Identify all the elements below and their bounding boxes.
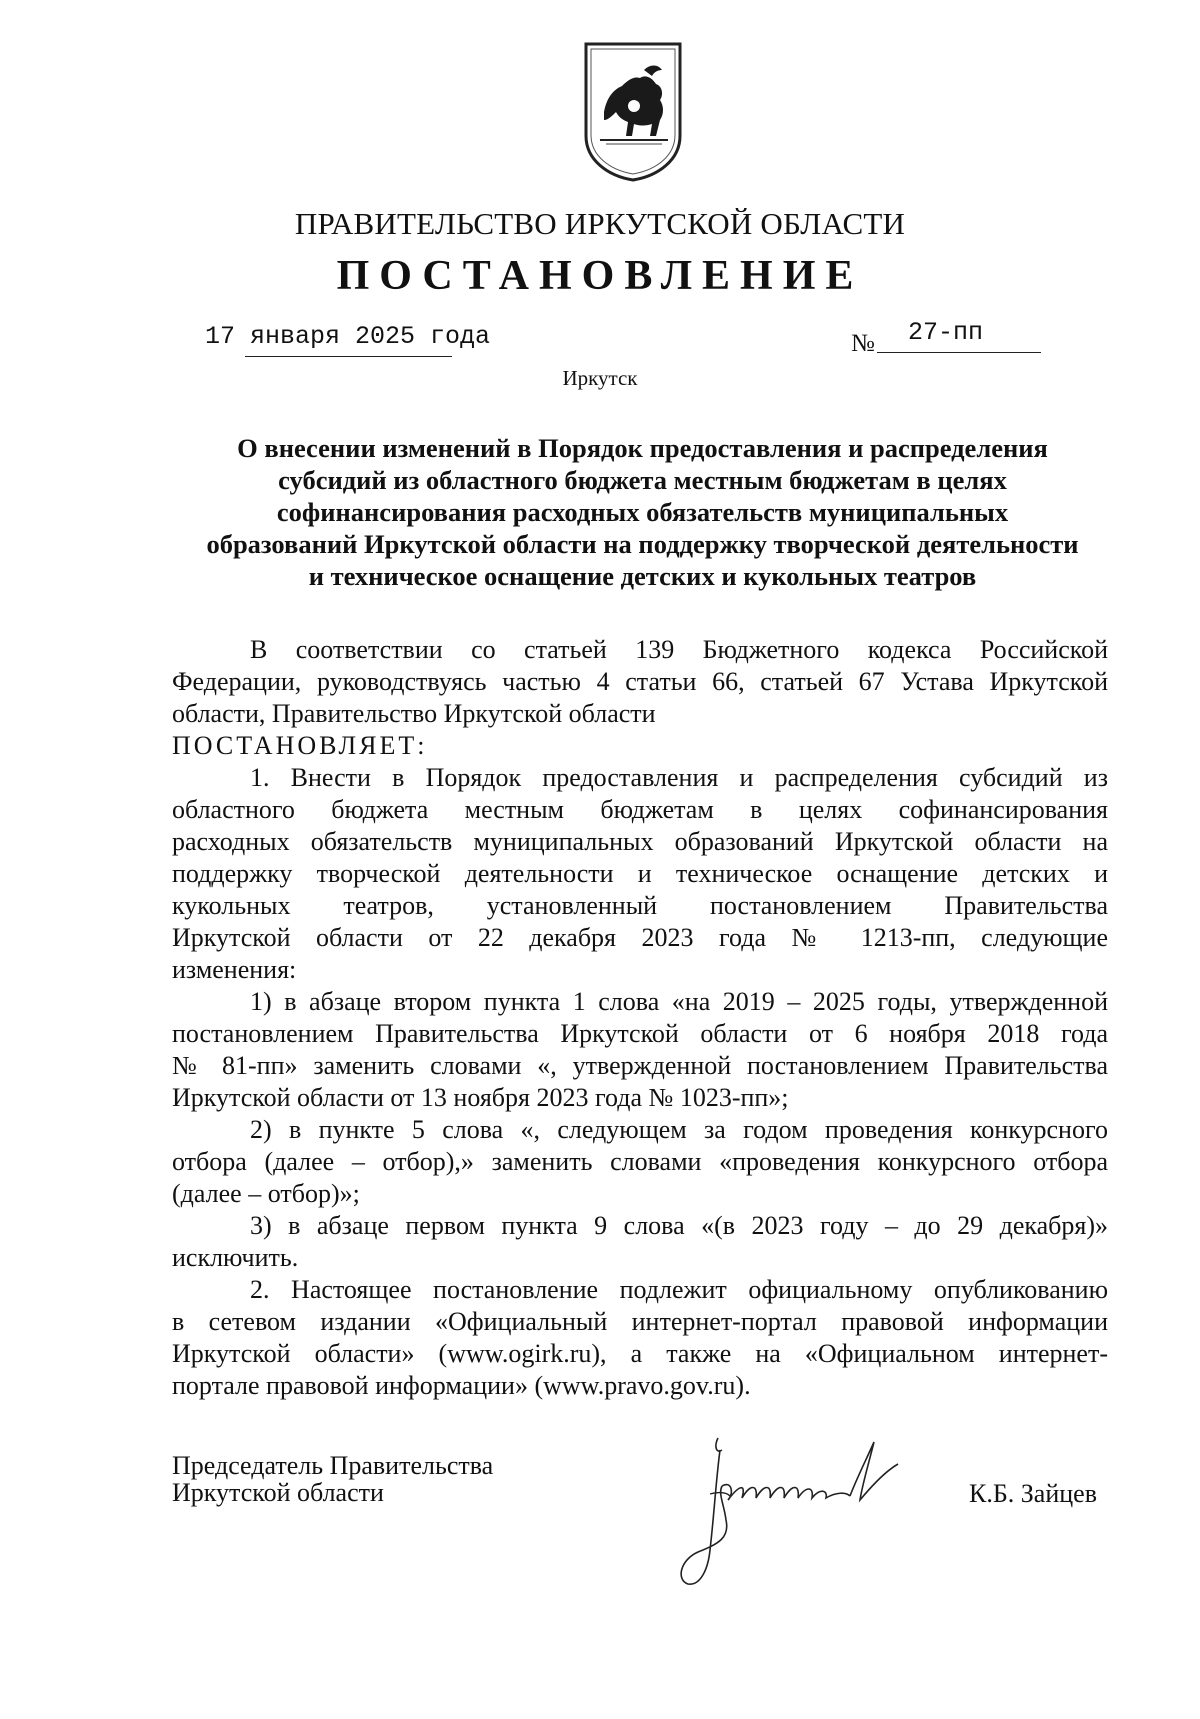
date-underline	[245, 356, 452, 357]
item2-line: Иркутской области» (www.ogirk.ru), а также на «Официальном интернет-	[172, 1339, 1108, 1368]
title-line: софинансирования расходных обязательств муниципальных	[276, 497, 1009, 527]
handwritten-signature	[670, 1420, 960, 1595]
document-date: 17 января 2025 года	[205, 322, 491, 351]
item1-line: поддержку творческой деятельности и техническое оснащение детских и	[172, 859, 1108, 888]
subitem3-line: исключить.	[172, 1243, 299, 1272]
city: Иркутск	[562, 366, 638, 390]
item1-line: расходных обязательств муниципальных образований Иркутской области на	[172, 827, 1108, 856]
government-name: ПРАВИТЕЛЬСТВО ИРКУТСКОЙ ОБЛАСТИ	[294, 206, 906, 241]
subitem2-line: отбора (далее – отбор),» заменить словами «проведения конкурсного отбора	[172, 1147, 1108, 1176]
document-body	[172, 634, 1108, 1402]
subitem1-line: Иркутской области от 13 ноября 2023 года № 1023-пп»;	[172, 1083, 789, 1112]
item1-line: областного бюджета местным бюджетам в целях софинансирования	[172, 795, 1108, 824]
title-line: О внесении изменений в Порядок предоставления и распределения	[237, 433, 1048, 463]
subitem2-line: 2) в пункте 5 слова «, следующем за годом проведения конкурсного	[250, 1115, 1108, 1144]
subitem2-line: (далее – отбор)»;	[172, 1179, 360, 1208]
preamble-line: области, Правительство Иркутской области	[172, 699, 656, 728]
number-underline	[877, 352, 1041, 353]
signer-position	[172, 1452, 493, 1506]
number-sign: №	[851, 330, 875, 357]
subitem1-line: № 81-пп» заменить словами «, утвержденной постановлением Правительства	[172, 1051, 1108, 1080]
signer-name: К.Б. Зайцев	[969, 1479, 1097, 1508]
document-number: 27-пп	[908, 318, 984, 347]
item2-line: портале правовой информации» (www.pravo.gov.ru).	[172, 1371, 751, 1400]
coat-of-arms-icon	[582, 40, 684, 182]
subitem1-line: постановлением Правительства Иркутской области от 6 ноября 2018 года	[172, 1019, 1108, 1048]
signer-position-line: Иркутской области	[172, 1478, 384, 1507]
item2-line: 2. Настоящее постановление подлежит официальному опубликованию	[250, 1275, 1108, 1304]
item1-line: изменения:	[172, 955, 297, 984]
item1-line: кукольных театров, установленный постановлением Правительства	[172, 891, 1108, 920]
title-line: образований Иркутской области на поддержку творческой деятельности	[206, 529, 1079, 559]
item1-line: 1. Внести в Порядок предоставления и распределения субсидий из	[250, 763, 1108, 792]
preamble-line: Федерации, руководствуясь частью 4 статьи 66, статьей 67 Устава Иркутской	[172, 667, 1108, 696]
preamble-line: В соответствии со статьей 139 Бюджетного кодекса Российской	[250, 635, 1108, 664]
decree-word: ПОСТАНОВЛЯЕТ:	[172, 731, 428, 760]
item1-line: Иркутской области от 22 декабря 2023 года № 1213-пп, следующие	[172, 923, 1108, 952]
item2-line: в сетевом издании «Официальный интернет-портал правовой информации	[172, 1307, 1108, 1336]
document-type: ПОСТАНОВЛЕНИЕ	[336, 253, 864, 299]
title-line: субсидий из областного бюджета местным бюджетам в целях	[278, 465, 1007, 495]
document-title	[160, 432, 1125, 592]
subitem1-line: 1) в абзаце втором пункта 1 слова «на 2019 – 2025 годы, утвержденной	[250, 987, 1108, 1016]
subitem3-line: 3) в абзаце первом пункта 9 слова «(в 2023 году – до 29 декабря)»	[250, 1211, 1108, 1240]
signer-position-line: Председатель Правительства	[172, 1451, 494, 1480]
title-line: и техническое оснащение детских и кукольных театров	[308, 561, 977, 591]
